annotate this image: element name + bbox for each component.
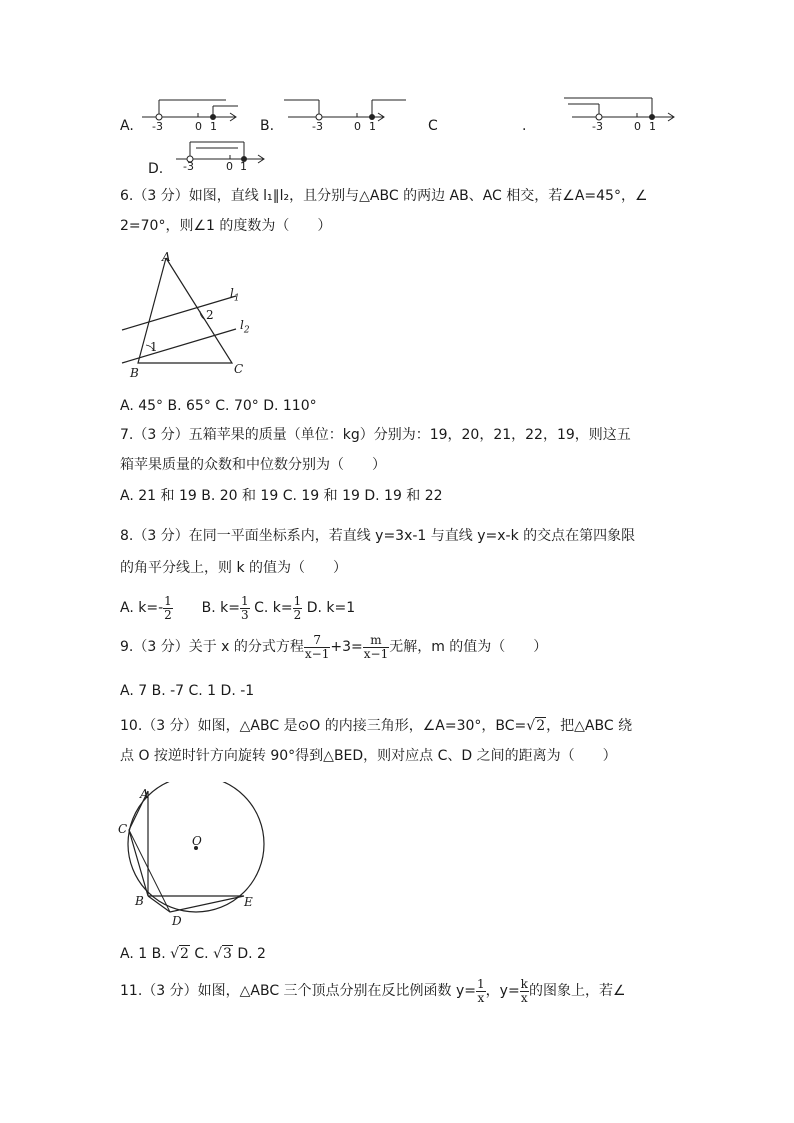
q8-stem-line1: 8.（3 分）在同一平面坐标系内，若直线 y=3x-1 与直线 y=x-k 的交点在第四象限: [120, 528, 636, 544]
q5-c-tick-m3: -3: [592, 120, 603, 133]
q9-stem-mid: +3=: [330, 639, 363, 655]
q10-option-b-sqrt: √2: [170, 946, 189, 962]
q5-option-c-dot: .: [522, 118, 527, 134]
q10-sqrt-2: √2: [526, 718, 546, 734]
q8-option-b-prefix: B. k=: [201, 600, 241, 616]
q11-fraction-1: $\frac{1}{x}$: [477, 976, 485, 1005]
q11-stem: 11.（3 分）如图，△ABC 三个顶点分别在反比例函数 y= $\frac{1}{x}$ ，y= $\frac{k}{x}$ 的图象上，若∠: [120, 976, 626, 1005]
q5-c-tick-0: 0: [634, 120, 641, 133]
q5-a-tick-0: 0: [195, 120, 202, 133]
q8-options: [120, 593, 355, 623]
q5-d-tick-m3: -3: [183, 160, 194, 173]
q10-label-c: C: [118, 822, 128, 836]
q7-stem-line2: 箱苹果质量的众数和中位数分别为（ ）: [120, 457, 386, 473]
q8-option-c-fraction: $\frac{1}{2}$: [293, 593, 302, 622]
q6-label-angle-1: 1: [150, 340, 158, 354]
q10-label-o: O: [192, 834, 202, 848]
q10-option-c-sqrt: √3: [213, 946, 232, 962]
q5-option-c-number-line: [564, 94, 680, 136]
q10-label-d: D: [172, 914, 182, 928]
q5-option-c-label: C: [428, 118, 438, 134]
q5-d-tick-1: 1: [240, 160, 247, 173]
q9-fraction-m: $\frac{m}{x-1}$: [363, 632, 389, 661]
q6-label-l2: $l_2$: [240, 318, 250, 336]
q6-triangle-figure: [118, 250, 258, 380]
q5-d-tick-0: 0: [226, 160, 233, 173]
q8-stem-line2: 的角平分线上，则 k 的值为（ ）: [120, 560, 348, 576]
q5-option-b-label: B.: [260, 118, 275, 134]
q5-c-tick-1: 1: [649, 120, 656, 133]
q10-label-a: A: [140, 787, 149, 801]
q9-options: A. 7 B. -7 C. 1 D. -1: [120, 683, 255, 699]
q10-options: A. 1 B. √2 C. √3 D. 2: [120, 946, 266, 962]
q6-label-c: C: [234, 362, 244, 376]
q8-option-c-prefix: C. k=: [254, 600, 293, 616]
q5-b-tick-0: 0: [354, 120, 361, 133]
q6-label-b: B: [130, 366, 139, 380]
q5-option-b-number-line: [284, 96, 409, 136]
q6-label-l1: $l_1$: [230, 286, 240, 304]
q10-label-b: B: [135, 894, 144, 908]
q9-stem-suffix: 无解，m 的值为（ ）: [389, 639, 548, 655]
q6-label-angle-2: 2: [206, 308, 214, 322]
q8-option-a-prefix: A. k=-: [120, 600, 164, 616]
q7-stem-line1: 7.（3 分）五箱苹果的质量（单位：kg）分别为：19，20，21，22，19，则这五: [120, 427, 631, 443]
q10-label-e: E: [244, 895, 253, 909]
q6-stem-line1: 6.（3 分）如图，直线 l₁∥l₂，且分别与△ABC 的两边 AB、AC 相交，若∠A=45°，∠: [120, 188, 648, 204]
q6-options: A. 45° B. 65° C. 70° D. 110°: [120, 398, 317, 414]
q8-option-a-fraction: $\frac{1}{2}$: [164, 593, 172, 622]
q8-option-d: D. k=1: [306, 600, 356, 616]
q5-a-tick-m3: -3: [152, 120, 163, 133]
q10-circle-figure: [118, 782, 273, 932]
q7-options: A. 21 和 19 B. 20 和 19 C. 19 和 19 D. 19 和 22: [120, 488, 443, 504]
q11-fraction-k: $\frac{k}{x}$: [520, 976, 528, 1005]
q5-option-a-label: A.: [120, 118, 134, 134]
q10-stem-line1: 10.（3 分）如图，△ABC 是⊙O 的内接三角形，∠A=30°，BC=√2，把△ABC 绕: [120, 718, 633, 734]
q6-stem-line2: 2=70°，则∠1 的度数为（ ）: [120, 218, 332, 234]
q9-stem: [120, 632, 547, 662]
q5-b-tick-1: 1: [369, 120, 376, 133]
q10-stem-line2: 点 O 按逆时针方向旋转 90°得到△BED，则对应点 C、D 之间的距离为（ ）: [120, 748, 617, 764]
q5-b-tick-m3: -3: [312, 120, 323, 133]
q9-fraction-7: $\frac{7}{x-1}$: [304, 632, 330, 661]
q6-label-a: A: [162, 250, 171, 264]
q9-stem-prefix: 9.（3 分）关于 x 的分式方程: [120, 639, 304, 655]
q5-a-tick-1: 1: [210, 120, 217, 133]
q5-option-d-label: D.: [148, 161, 164, 177]
q8-option-b-fraction: $\frac{1}{3}$: [241, 593, 249, 622]
